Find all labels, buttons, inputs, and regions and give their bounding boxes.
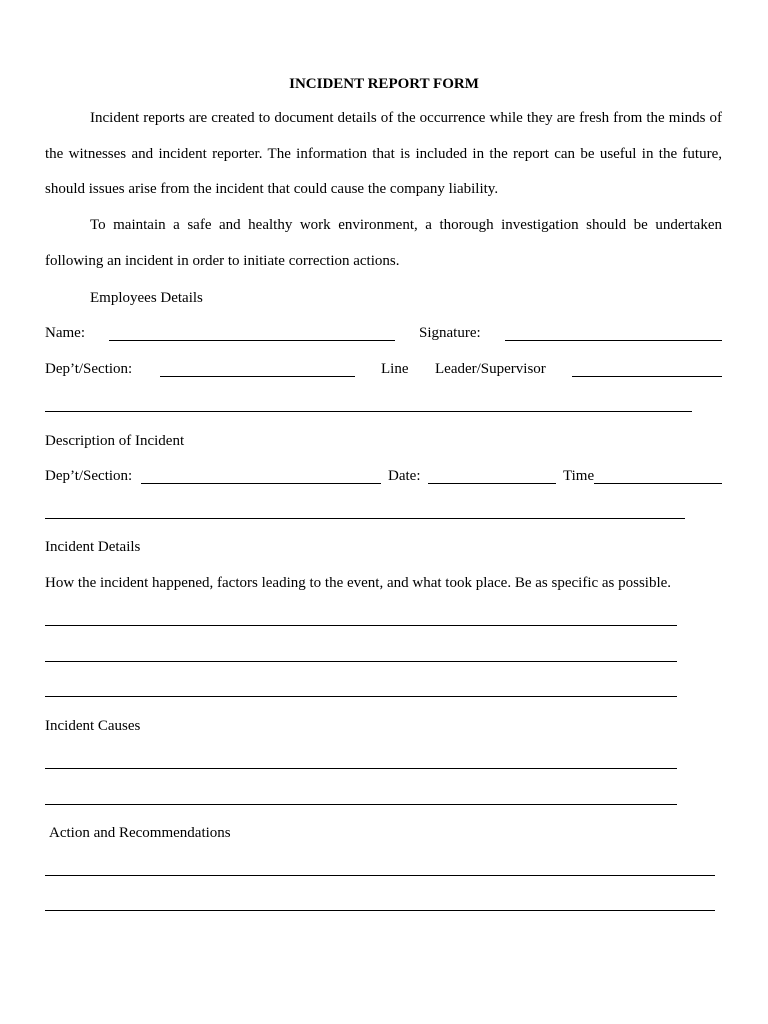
incident-dept-field-line[interactable]: [141, 483, 381, 484]
incident-causes-line-1[interactable]: [45, 768, 677, 769]
intro-paragraph-1: Incident reports are created to document details of the occurrence while they are fresh from the minds of the witnesses and incident reporter. The information that is included in the report can be useful in the future, should issues arise from the incident that could cause the company liability.: [45, 110, 722, 197]
date-label: Date:: [388, 468, 421, 484]
date-field-line[interactable]: [428, 483, 556, 484]
description-extra-field-line[interactable]: [45, 518, 685, 519]
leader-supervisor-label: Leader/Supervisor: [435, 361, 546, 377]
action-recommendations-line-2[interactable]: [45, 910, 715, 911]
signature-label: Signature:: [419, 325, 481, 341]
incident-causes-heading: Incident Causes: [45, 718, 141, 734]
name-field-line[interactable]: [109, 340, 395, 341]
signature-field-line[interactable]: [505, 340, 722, 341]
action-recommendations-heading: Action and Recommendations: [49, 825, 231, 841]
name-label: Name:: [45, 325, 85, 341]
incident-details-line-1[interactable]: [45, 625, 677, 626]
action-recommendations-line-1[interactable]: [45, 875, 715, 876]
employee-dept-field-line[interactable]: [160, 376, 355, 377]
incident-details-instruction: How the incident happened, factors leading to the event, and what took place. Be as specific as possible.: [45, 575, 672, 591]
incident-dept-label: Dep’t/Section:: [45, 468, 133, 484]
employee-extra-field-line[interactable]: [45, 411, 692, 412]
leader-supervisor-field-line[interactable]: [572, 376, 722, 377]
incident-details-line-2[interactable]: [45, 661, 677, 662]
employees-details-heading: Employees Details: [90, 290, 203, 306]
description-heading: Description of Incident: [45, 433, 185, 449]
incident-details-heading: Incident Details: [45, 539, 141, 555]
line-label: Line: [381, 361, 409, 377]
incident-details-line-3[interactable]: [45, 696, 677, 697]
time-label: Time: [563, 468, 595, 484]
employee-dept-label: Dep’t/Section:: [45, 361, 133, 377]
form-title: INCIDENT REPORT FORM: [289, 76, 479, 92]
intro-paragraph-2: To maintain a safe and healthy work environment, a thorough investigation should be undertaken following an incident in order to initiate correction actions.: [45, 217, 722, 269]
incident-causes-line-2[interactable]: [45, 804, 677, 805]
time-field-line[interactable]: [594, 483, 722, 484]
